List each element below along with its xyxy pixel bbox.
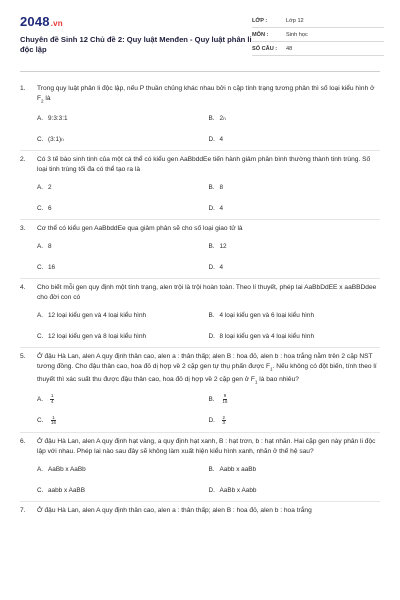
fraction-numerator: 9 [223,392,227,398]
option-text: 4 [219,204,224,212]
page-header [0,0,400,68]
option-text: 2 [48,183,52,191]
option-letter: C. [37,135,44,143]
question-5 [20,348,380,433]
option-a[interactable] [37,464,209,474]
option-letter: A. [37,242,44,250]
option-text: 4 [219,263,224,271]
option-c[interactable] [37,331,209,341]
meta-key: LỚP : [252,17,268,24]
question-head [20,84,380,106]
option-text: 2 [219,114,224,122]
option-a[interactable] [37,394,209,405]
option-c[interactable] [37,262,209,272]
meta-row-grade [252,14,384,28]
answer-options [37,113,380,144]
question-text: Cho biết mỗi gen quy định một tính trạng, alen trội là trội hoàn toàn. Theo lí thuyết, phép lai AaBbDdEE x aaBBDdee cho đời con có [37,284,377,302]
meta-row-count [252,42,384,56]
superscript: n [61,136,64,142]
option-a[interactable] [37,182,209,192]
answer-options [37,241,380,272]
option-letter: D. [208,204,215,212]
question-3 [20,220,380,279]
question-text [37,352,380,387]
option-letter: B. [208,395,215,403]
option-letter: D. [208,486,215,494]
question-head [20,224,380,234]
fraction-denominator: 16 [51,420,56,426]
subscript: 1 [254,378,258,384]
fraction-denominator: 4 [51,398,54,404]
question-number: 7. [20,507,26,515]
option-d[interactable] [209,331,381,341]
option-b[interactable] [209,241,381,251]
option-letter: A. [37,114,44,122]
question-number: 2. [20,156,26,164]
option-b[interactable] [209,464,381,474]
question-number: 3. [20,225,26,233]
option-d[interactable] [209,203,381,213]
logo-suffix: .vn [50,19,63,28]
question-number: 4. [20,284,26,292]
option-d[interactable] [209,134,381,144]
option-b[interactable] [209,310,381,320]
option-d[interactable] [209,262,381,272]
option-b[interactable] [209,182,381,192]
question-text: Có 3 tế bào sinh tinh của một cá thể có kiểu gen AaBbddEe tiến hành giảm phân bình thường thành tinh trùng. Số loại tinh trùng tối đa có thể tạo ra là [37,156,371,174]
option-letter: D. [208,332,215,340]
question-number: 5. [20,353,26,361]
fraction [50,416,57,427]
question-text: Ở đậu Hà Lan, alen A quy định hạt vàng, a quy định hạt xanh, B : hạt trơn, b : hạt nhăn. Hai cặp gen này phân li độc lập với nhau. Phép lai nào sau đây sẽ không làm xuất hiện kiểu hình xanh, nhăn ở thế hệ sau? [37,438,376,456]
option-text: 6 [48,204,52,212]
option-letter: A. [37,311,44,319]
option-letter: C. [37,263,44,271]
question-head [20,352,380,387]
fraction-numerator: 1 [51,392,54,398]
option-letter: D. [208,417,215,425]
fraction [50,394,54,405]
fraction-numerator: 2 [222,414,225,420]
option-text: 4 [219,135,224,143]
option-a[interactable] [37,241,209,251]
option-letter: D. [208,135,215,143]
meta-row-subject [252,28,384,42]
question-text [37,84,380,106]
option-letter: B. [208,242,215,250]
subscript: 1 [269,366,273,372]
fraction-numerator: 1 [52,414,55,420]
answer-options [37,464,380,495]
meta-key: SỐ CÂU : [252,45,278,52]
option-text: aabb x AaBB [48,486,85,494]
question-6 [20,433,380,502]
question-number: 1. [20,85,26,92]
question-text-part: là [43,95,51,102]
subscript: 2 [41,98,44,104]
option-c[interactable] [37,203,209,213]
question-number: 6. [20,438,26,446]
option-d[interactable] [209,485,381,495]
question-4 [20,279,380,348]
option-letter: B. [208,311,215,319]
question-head [20,437,380,457]
option-text: 4 loại kiểu gen và 6 loại kiểu hình [219,311,315,319]
option-a[interactable] [37,113,209,123]
question-text: Ở đậu Hà Lan, alen A quy định thân cao, alen a : thân thấp; alen B : hoa đỏ, alen b : hoa trắng [37,507,312,515]
fraction-denominator: 16 [222,398,228,404]
option-text: (3:1) [48,135,62,143]
option-c[interactable] [37,416,209,427]
option-text: 8 [48,242,52,250]
option-text: 16 [48,263,56,271]
option-letter: B. [208,465,215,473]
question-text-part: là bao nhiêu? [257,375,299,383]
option-letter: C. [37,204,44,212]
question-head [20,506,380,516]
meta-value: Sinh học [286,31,308,38]
meta-key: MÔN : [252,31,269,38]
option-text: 12 loại kiểu gen và 4 loại kiểu hình [48,311,147,319]
question-head [20,283,380,303]
answer-options [37,394,380,426]
question-text-part: Ở đậu Hà Lan, alen A quy định thân cao, alen a : thân thấp; alen B : hoa đỏ, alen b : hoa trắng nằm trên 2 cặp NST tương đồng. Cho đậu thân cao, hoa đỏ dị hợp về 2 cặp gen tự thụ phấn được F [37,353,373,371]
option-letter: A. [37,465,44,473]
question-7 [20,502,380,522]
meta-value: Lớp 12 [286,17,304,24]
option-text: 8 [219,183,224,191]
question-text-part: . Nếu không có đột biến, tính theo lí thuyết thì xác suất thu được đậu thân cao, hoa đỏ dị hợp về 2 cặp gen ở F [37,363,377,383]
question-2 [20,151,380,220]
option-letter: B. [208,183,215,191]
fraction [222,394,229,405]
option-text: 12 loại kiểu gen và 8 loại kiểu hình [48,332,147,340]
option-letter: D. [208,263,215,271]
option-b[interactable] [209,113,381,123]
question-list [20,80,380,522]
option-text: 9:3:3:1 [48,114,68,122]
fraction-denominator: 3 [222,420,225,426]
question-head [20,155,380,175]
document-meta [252,14,384,56]
option-b[interactable] [209,394,381,405]
option-text: 8 loại kiểu gen và 4 loại kiểu hình [219,332,315,340]
option-c[interactable] [37,134,209,144]
option-text: AaBb x Aabb [219,486,257,494]
option-letter: C. [37,417,44,425]
answer-options [37,182,380,213]
document-title: Chuyên đề Sinh 12 Chủ đề 2: Quy luật Menđen - Quy luật phân li độc lập [20,35,252,54]
meta-value: 48 [286,45,293,52]
header-divider [20,71,380,72]
option-a[interactable] [37,310,209,320]
question-1 [20,80,380,151]
option-text: 12 [219,242,227,250]
option-c[interactable] [37,485,209,495]
answer-options [37,310,380,341]
question-text-part: Trong quy luật phân li độc lập, nếu P thuần chủng khác nhau bởi n cặp tính trạng tương phản thì số loại kiểu hình ở F [37,85,375,102]
logo-text: 2048 [20,14,50,29]
option-letter: C. [37,332,44,340]
option-d[interactable] [209,416,381,427]
option-letter: A. [37,183,44,191]
option-letter: B. [208,114,215,122]
fraction [222,416,226,427]
superscript: n [223,115,226,121]
option-text: AaBb x AaBb [48,465,86,473]
question-text: Cơ thể có kiểu gen AaBbddEe qua giảm phân sẽ cho số loại giao tử là [37,225,243,233]
option-text: Aabb x aaBb [219,465,257,473]
option-letter: A. [37,395,44,403]
option-letter: C. [37,486,44,494]
